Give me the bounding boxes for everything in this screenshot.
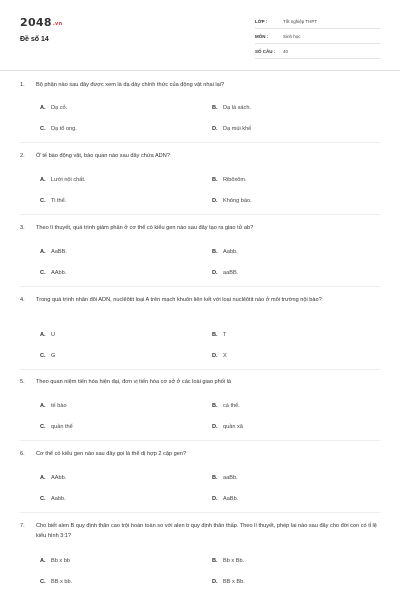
option-b[interactable] [212,247,238,257]
option-letter: C. [40,579,46,585]
option-letter: C. [40,353,46,359]
option-letter: B. [212,332,218,338]
meta-subject-row [255,30,380,44]
question-6 [20,449,380,459]
logo-text: 2048 [20,16,52,29]
header-divider [0,70,400,71]
question-7 [20,521,380,541]
option-letter: B. [212,177,218,183]
option-text: tế bào [51,403,67,409]
option-text: aaBB. [223,270,239,276]
question-1 [20,80,380,90]
options-row [20,577,380,587]
meta-class-row [255,15,380,29]
option-a[interactable] [40,473,66,483]
question-2 [20,151,380,161]
question-divider [20,214,380,215]
option-text: Bb x Bb. [223,558,245,564]
option-letter: C. [40,126,46,132]
option-letter: C. [40,496,46,502]
option-letter: D. [212,270,218,276]
question-divider [20,369,380,370]
option-c[interactable] [40,422,73,432]
option-letter: A. [40,475,46,481]
option-letter: D. [212,353,218,359]
option-b[interactable] [212,103,251,113]
options-row [20,124,380,134]
question-text: Cho biết alen B quy định thân cao trội hoàn toàn so với alen b quy định thân thấp. Theo lí thuyết, phép lai nào sau đây cho đời con có tỉ lệ kiểu hình 3:1? [36,523,377,539]
option-d[interactable] [212,422,243,432]
option-text: Dạ múi khế [223,126,252,132]
option-letter: B. [212,558,218,564]
option-text: BB x Bb. [223,579,245,585]
option-text: Bb x bb [51,558,70,564]
option-d[interactable] [212,351,227,361]
option-letter: C. [40,270,46,276]
exam-header [0,0,400,64]
option-letter: A. [40,332,46,338]
question-divider [20,512,380,513]
meta-value: Sinh học [283,34,301,39]
option-letter: A. [40,105,46,111]
options-row [20,494,380,504]
option-letter: D. [212,496,218,502]
option-d[interactable] [212,268,238,278]
question-text: Trong quá trình nhân đôi ADN, nuclêôtit loại A trên mạch khuôn liên kết với loại nuclêôtit nào ở môi trường nội bào? [36,297,322,303]
options-row [20,175,380,185]
option-d[interactable] [212,124,251,134]
option-text: quần xã [223,424,243,430]
option-a[interactable] [40,103,67,113]
option-letter: A. [40,403,46,409]
option-c[interactable] [40,351,55,361]
option-text: U [51,332,56,338]
option-b[interactable] [212,473,238,483]
option-c[interactable] [40,268,66,278]
option-letter: D. [212,579,218,585]
option-letter: D. [212,424,218,430]
option-text: G [51,353,56,359]
option-a[interactable] [40,175,85,185]
option-letter: A. [40,177,46,183]
options-row [20,556,380,566]
logo-suffix: .vn [52,21,63,27]
option-letter: B. [212,249,218,255]
question-4 [20,295,380,305]
meta-value: 40 [283,49,289,54]
question-text: Theo quan niệm tiến hóa hiện đại, đơn vị tiến hóa cơ sở ở các loài giao phối là [36,379,232,385]
options-row [20,247,380,257]
question-text: Theo lí thuyết, quá trình giảm phân ở cơ thể có kiểu gen nào sau đây tạo ra giao tử ab? [36,225,254,231]
options-row [20,103,380,113]
options-row [20,196,380,206]
option-text: X [223,353,227,359]
option-text: BB x bb. [51,579,73,585]
option-letter: B. [212,475,218,481]
option-d[interactable] [212,494,238,504]
option-letter: C. [40,198,46,204]
meta-count-row [255,45,380,59]
option-text: Không bào. [223,198,252,204]
option-text: Ribôxôm. [223,177,247,183]
question-text: Cơ thể có kiểu gen nào sau đây gọi là thể dị hợp 2 cặp gen? [36,451,187,457]
option-text: quần thể [51,424,73,430]
meta-key: MÔN : [255,34,269,39]
option-text: Aabb. [223,249,238,255]
option-letter: B. [212,105,218,111]
option-text: aaBb. [223,475,238,481]
question-3 [20,223,380,233]
exam-number: Đề số 14 [20,36,49,43]
question-number: 7. [20,523,25,529]
options-row [20,351,380,361]
option-letter: D. [212,126,218,132]
options-row [20,473,380,483]
option-c[interactable] [40,196,66,206]
question-text: Ở tế bào động vật, bào quan nào sau đây chứa ADN? [36,153,170,159]
option-b[interactable] [212,175,247,185]
option-letter: C. [40,424,46,430]
option-text: Ti thể. [51,198,67,204]
option-c[interactable] [40,577,72,587]
option-text: Lưới nội chất. [51,177,86,183]
option-text: T [223,332,227,338]
option-d[interactable] [212,577,245,587]
option-letter: A. [40,558,46,564]
option-a[interactable] [40,401,67,411]
option-a[interactable] [40,556,70,566]
question-5 [20,377,380,387]
question-divider [20,286,380,287]
option-text: AaBB. [51,249,67,255]
option-b[interactable] [212,330,226,340]
option-b[interactable] [212,401,240,411]
options-row [20,401,380,411]
question-divider [20,142,380,143]
option-a[interactable] [40,330,55,340]
option-text: AAbb. [51,475,67,481]
question-number: 4. [20,297,25,303]
option-c[interactable] [40,124,77,134]
option-text: Dạ lá sách. [223,105,251,111]
option-text: Aabb. [51,496,66,502]
question-divider [20,440,380,441]
option-text: cá thể. [223,403,240,409]
option-text: AaBb. [223,496,239,502]
question-number: 1. [20,82,25,88]
exam-meta [255,15,380,60]
option-letter: A. [40,249,46,255]
option-d[interactable] [212,196,252,206]
option-text: Dạ cỏ. [51,105,68,111]
option-c[interactable] [40,494,66,504]
options-row [20,330,380,340]
options-row [20,422,380,432]
option-text: AAbb. [51,270,67,276]
option-text: Dạ tổ ong. [51,126,77,132]
options-row [20,268,380,278]
question-number: 2. [20,153,25,159]
meta-key: SỐ CÂU : [255,49,276,54]
option-letter: B. [212,403,218,409]
option-b[interactable] [212,556,244,566]
option-letter: D. [212,198,218,204]
option-a[interactable] [40,247,67,257]
site-logo[interactable] [20,16,62,29]
question-text: Bộ phận nào sau đây được xem là dạ dày chính thức của động vật nhai lại? [36,82,225,88]
question-number: 5. [20,379,25,385]
meta-key: LỚP : [255,19,268,24]
question-number: 6. [20,451,25,457]
meta-value: Tốt nghiệp THPT [283,19,318,24]
question-number: 3. [20,225,25,231]
